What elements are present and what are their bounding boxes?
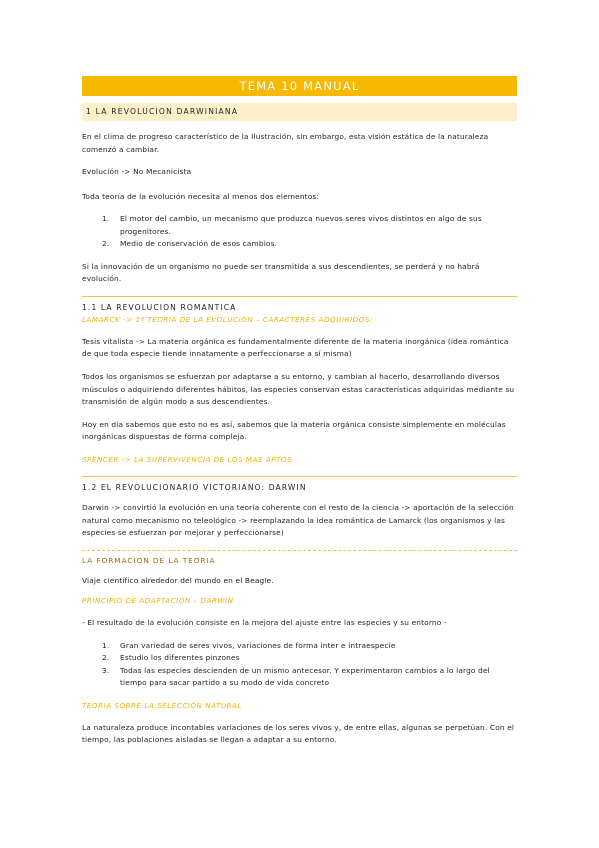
document-title: TEMA 10 MANUAL xyxy=(82,76,517,96)
lamarck-subheading: LAMARCK -> 1ª TEORIA DE LA EVOLUCION – CARACTERES ADQUIRIDOS: xyxy=(82,314,373,324)
list-item: 2. Medio de conservación de esos cambios. xyxy=(102,239,278,249)
section-1-1-paragraph-3: Hoy en día sabemos que esto no es así, sabemos que la materia orgánica consiste simplemente en moléculas inorgánicas dispuestas de forma compleja. xyxy=(82,419,506,442)
section-1-paragraph-2: Evolución -> No Mecanicista xyxy=(82,167,192,177)
section-1-2-heading: 1.2 EL REVOLUCIONARIO VICTORIANO: DARWIN xyxy=(82,482,307,492)
principio-adaptacion-subheading: PRINCIPIO DE ADAPTACIÓN – DARWIN xyxy=(82,596,234,606)
list-item: 1. El motor del cambio, un mecanismo que produzca nuevos seres vivos distintos en algo de sus progenitores. xyxy=(102,214,482,236)
list-item: 2. Estudio los diferentes pinzones xyxy=(102,653,240,663)
formacion-paragraph-3: La naturaleza produce incontables variaciones de los seres vivos y, de entre ellas, algunas se perpetúan. Con el tiempo, las poblaciones aisladas se llegan a adaptar a su entorno. xyxy=(82,722,515,745)
section-1-1-paragraph-2: Todos los organismos se esfuerzan por adaptarse a su entorno, y cambian al hacerlo, desarrollando diversos músculos o adquiriendo diferentes hábitos, las especies conservan estas características adquiridas mediante su transmisión de algún modo a sus descendientes. xyxy=(82,371,515,407)
section-1-2-paragraph-1: Darwin -> convirtió la evolución en una teoría coherente con el resto de la ciencia -> aportación de la selección natural como mecanismo no teleológico -> reemplazando la idea romántica de Lamarck (los organismos y las especies se esfuerzan por mejorar y perfeccionarse) xyxy=(82,502,514,538)
section-1-paragraph-3: Toda teoría de la evolución necesita al menos dos elementos: xyxy=(82,191,320,201)
formacion-list xyxy=(82,640,517,690)
list-item: 3. Todas las especies descienden de un mismo antecesor. Y experimentaron cambios a lo largo del tiempo para sacar partido a su modo de vida concreto xyxy=(102,665,490,688)
section-1-heading: 1 LA REVOLUCION DARWINIANA xyxy=(82,103,517,121)
section-1-list xyxy=(82,213,517,250)
section-divider xyxy=(82,296,517,297)
spencer-subheading: SPENCER -> LA SUPERVIVENCIA DE LOS MAS APTOS xyxy=(82,454,293,464)
section-divider xyxy=(82,476,517,477)
formacion-paragraph-1: Viaje científico alrededor del mundo en el Beagle. xyxy=(82,575,274,585)
list-item: 1. Gran variedad de seres vivos, variaciones de forma inter e intraespecie xyxy=(102,640,396,650)
section-1-paragraph-1: En el clima de progreso característico de la Ilustración, sin embargo, esta visión estática de la naturaleza comenzó a cambiar. xyxy=(82,132,489,154)
section-1-1-heading: 1.1 LA REVOLUCION ROMANTICA xyxy=(82,302,237,312)
section-divider xyxy=(82,550,517,551)
document-page xyxy=(82,76,517,747)
section-1-1-paragraph-1: Tesis vitalista -> La materia orgánica es fundamentalmente diferente de la materia inorgánica (idea romántica de que toda especie tiende innatamente a perfeccionarse a sí misma) xyxy=(82,336,509,359)
seleccion-natural-subheading: TEORIA SOBRE LA SELECCIÓN NATURAL xyxy=(82,700,243,710)
formacion-paragraph-2: - El resultado de la evolución consiste en la mejora del ajuste entre las especies y su entorno - xyxy=(82,618,447,628)
section-1-paragraph-4: Si la innovación de un organismo no puede ser transmitida a sus descendientes, se perderá y no habrá evolución. xyxy=(82,261,480,284)
formacion-heading: LA FORMACION DE LA TEORIA xyxy=(82,555,216,565)
